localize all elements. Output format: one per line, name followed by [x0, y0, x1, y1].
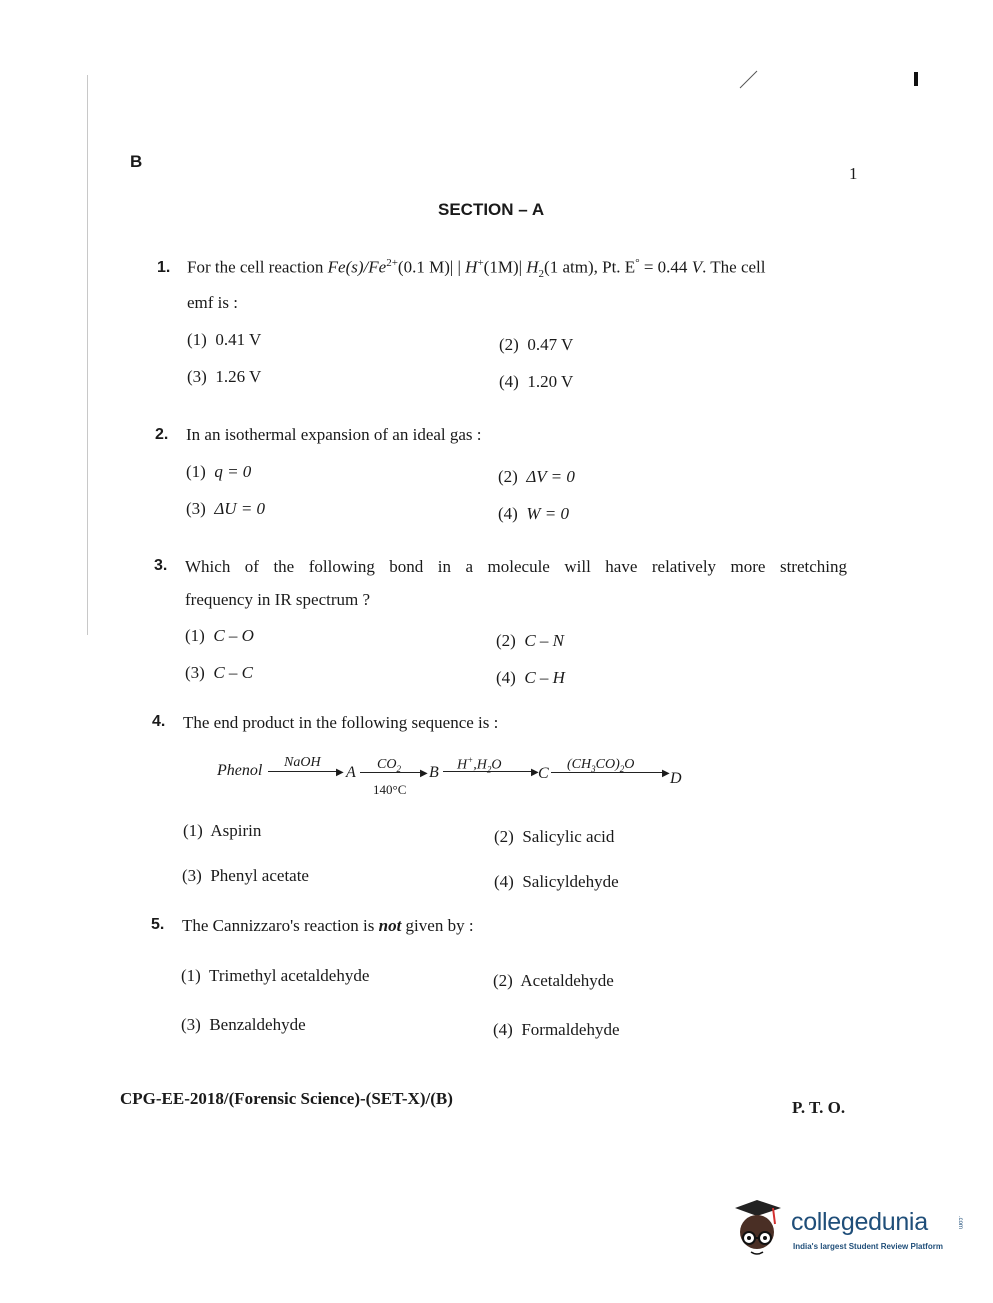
question-number: 4.: [152, 713, 166, 730]
arrow-head-icon: ▶: [420, 768, 428, 779]
question-text: The Cannizzaro's reaction is not given by :: [182, 916, 474, 935]
reagent-3: $H^+,H_2O$: [457, 755, 502, 775]
student-mascot-icon: [735, 1198, 793, 1258]
option-1: (1) Trimethyl acetaldehyde: [181, 966, 370, 985]
option-1: (1) 0.41 V: [187, 330, 262, 349]
option-3: (3) ΔU = 0: [186, 499, 266, 518]
option-4: (4) W = 0: [498, 504, 569, 523]
option-3: (3) Phenyl acetate: [182, 866, 309, 885]
please-turn-over: P. T. O.: [792, 1098, 846, 1117]
option-1: (1) C – O: [185, 626, 254, 645]
question-number: 5.: [151, 916, 165, 933]
question-text: The end product in the following sequence is :: [183, 713, 499, 732]
collegedunia-watermark: [735, 1198, 965, 1268]
option-4: (4) 1.20 V: [499, 372, 574, 391]
paper-code: CPG-EE-2018/(Forensic Science)-(SET-X)/(B): [120, 1089, 453, 1108]
question-text: Which of the following bond in a molecule will have relatively more stretching: [185, 557, 847, 576]
scan-margin-line: [87, 75, 88, 635]
registration-mark: [914, 72, 918, 86]
question-text-line2: emf is :: [187, 293, 238, 312]
question-number: 2.: [155, 426, 169, 443]
scheme-start: Phenol: [217, 762, 263, 779]
question-text: For the cell reaction $Fe(s)/Fe^{2+}(0.1$ M)| | H+(1M)| $H_2(1$ atm), Pt. E° = 0.44 V. The cell: [187, 257, 766, 281]
set-letter: B: [130, 152, 143, 171]
reagent-1: NaOH: [284, 755, 321, 770]
reagent-2: $CO_2$: [377, 757, 401, 774]
brand-domain: .com: [957, 1216, 963, 1230]
arrow-head-icon: ▶: [336, 767, 344, 778]
option-4: (4) C – H: [496, 668, 565, 687]
brand-tagline: India's largest Student Review Platform: [793, 1242, 943, 1251]
product-d: D: [670, 770, 682, 787]
option-2: (2) Acetaldehyde: [493, 971, 614, 990]
product-a: A: [346, 764, 356, 781]
option-2: (2) 0.47 V: [499, 335, 574, 354]
option-1: (1) Aspirin: [183, 821, 262, 840]
option-3: (3) 1.26 V: [187, 367, 262, 386]
brand-name: collegedunia: [791, 1208, 928, 1236]
option-3: (3) C – C: [185, 663, 254, 682]
product-c: C: [538, 765, 549, 782]
arrow-head-icon: ▶: [531, 767, 539, 778]
reagent-4: $(CH_3CO)_2O$: [567, 757, 635, 774]
question-number: 1.: [157, 259, 171, 276]
reaction-arrow: [268, 771, 340, 772]
pen-mark-icon: [735, 68, 765, 90]
question-number: 3.: [154, 557, 168, 574]
option-4: (4) Salicyldehyde: [494, 872, 619, 891]
reagent-2-condition: 140°C: [373, 782, 407, 797]
option-2: (2) C – N: [496, 631, 565, 650]
section-title: SECTION – A: [438, 200, 545, 219]
page-number: 1: [849, 164, 858, 183]
arrow-head-icon: ▶: [662, 768, 670, 779]
option-2: (2) Salicylic acid: [494, 827, 615, 846]
product-b: B: [429, 764, 439, 781]
option-2: (2) ΔV = 0: [498, 467, 575, 486]
option-4: (4) Formaldehyde: [493, 1020, 620, 1039]
option-1: (1) q = 0: [186, 462, 252, 481]
reaction-scheme: [215, 752, 695, 807]
option-3: (3) Benzaldehyde: [181, 1015, 306, 1034]
question-text: In an isothermal expansion of an ideal gas :: [186, 425, 482, 444]
question-text-line2: frequency in IR spectrum ?: [185, 590, 371, 609]
